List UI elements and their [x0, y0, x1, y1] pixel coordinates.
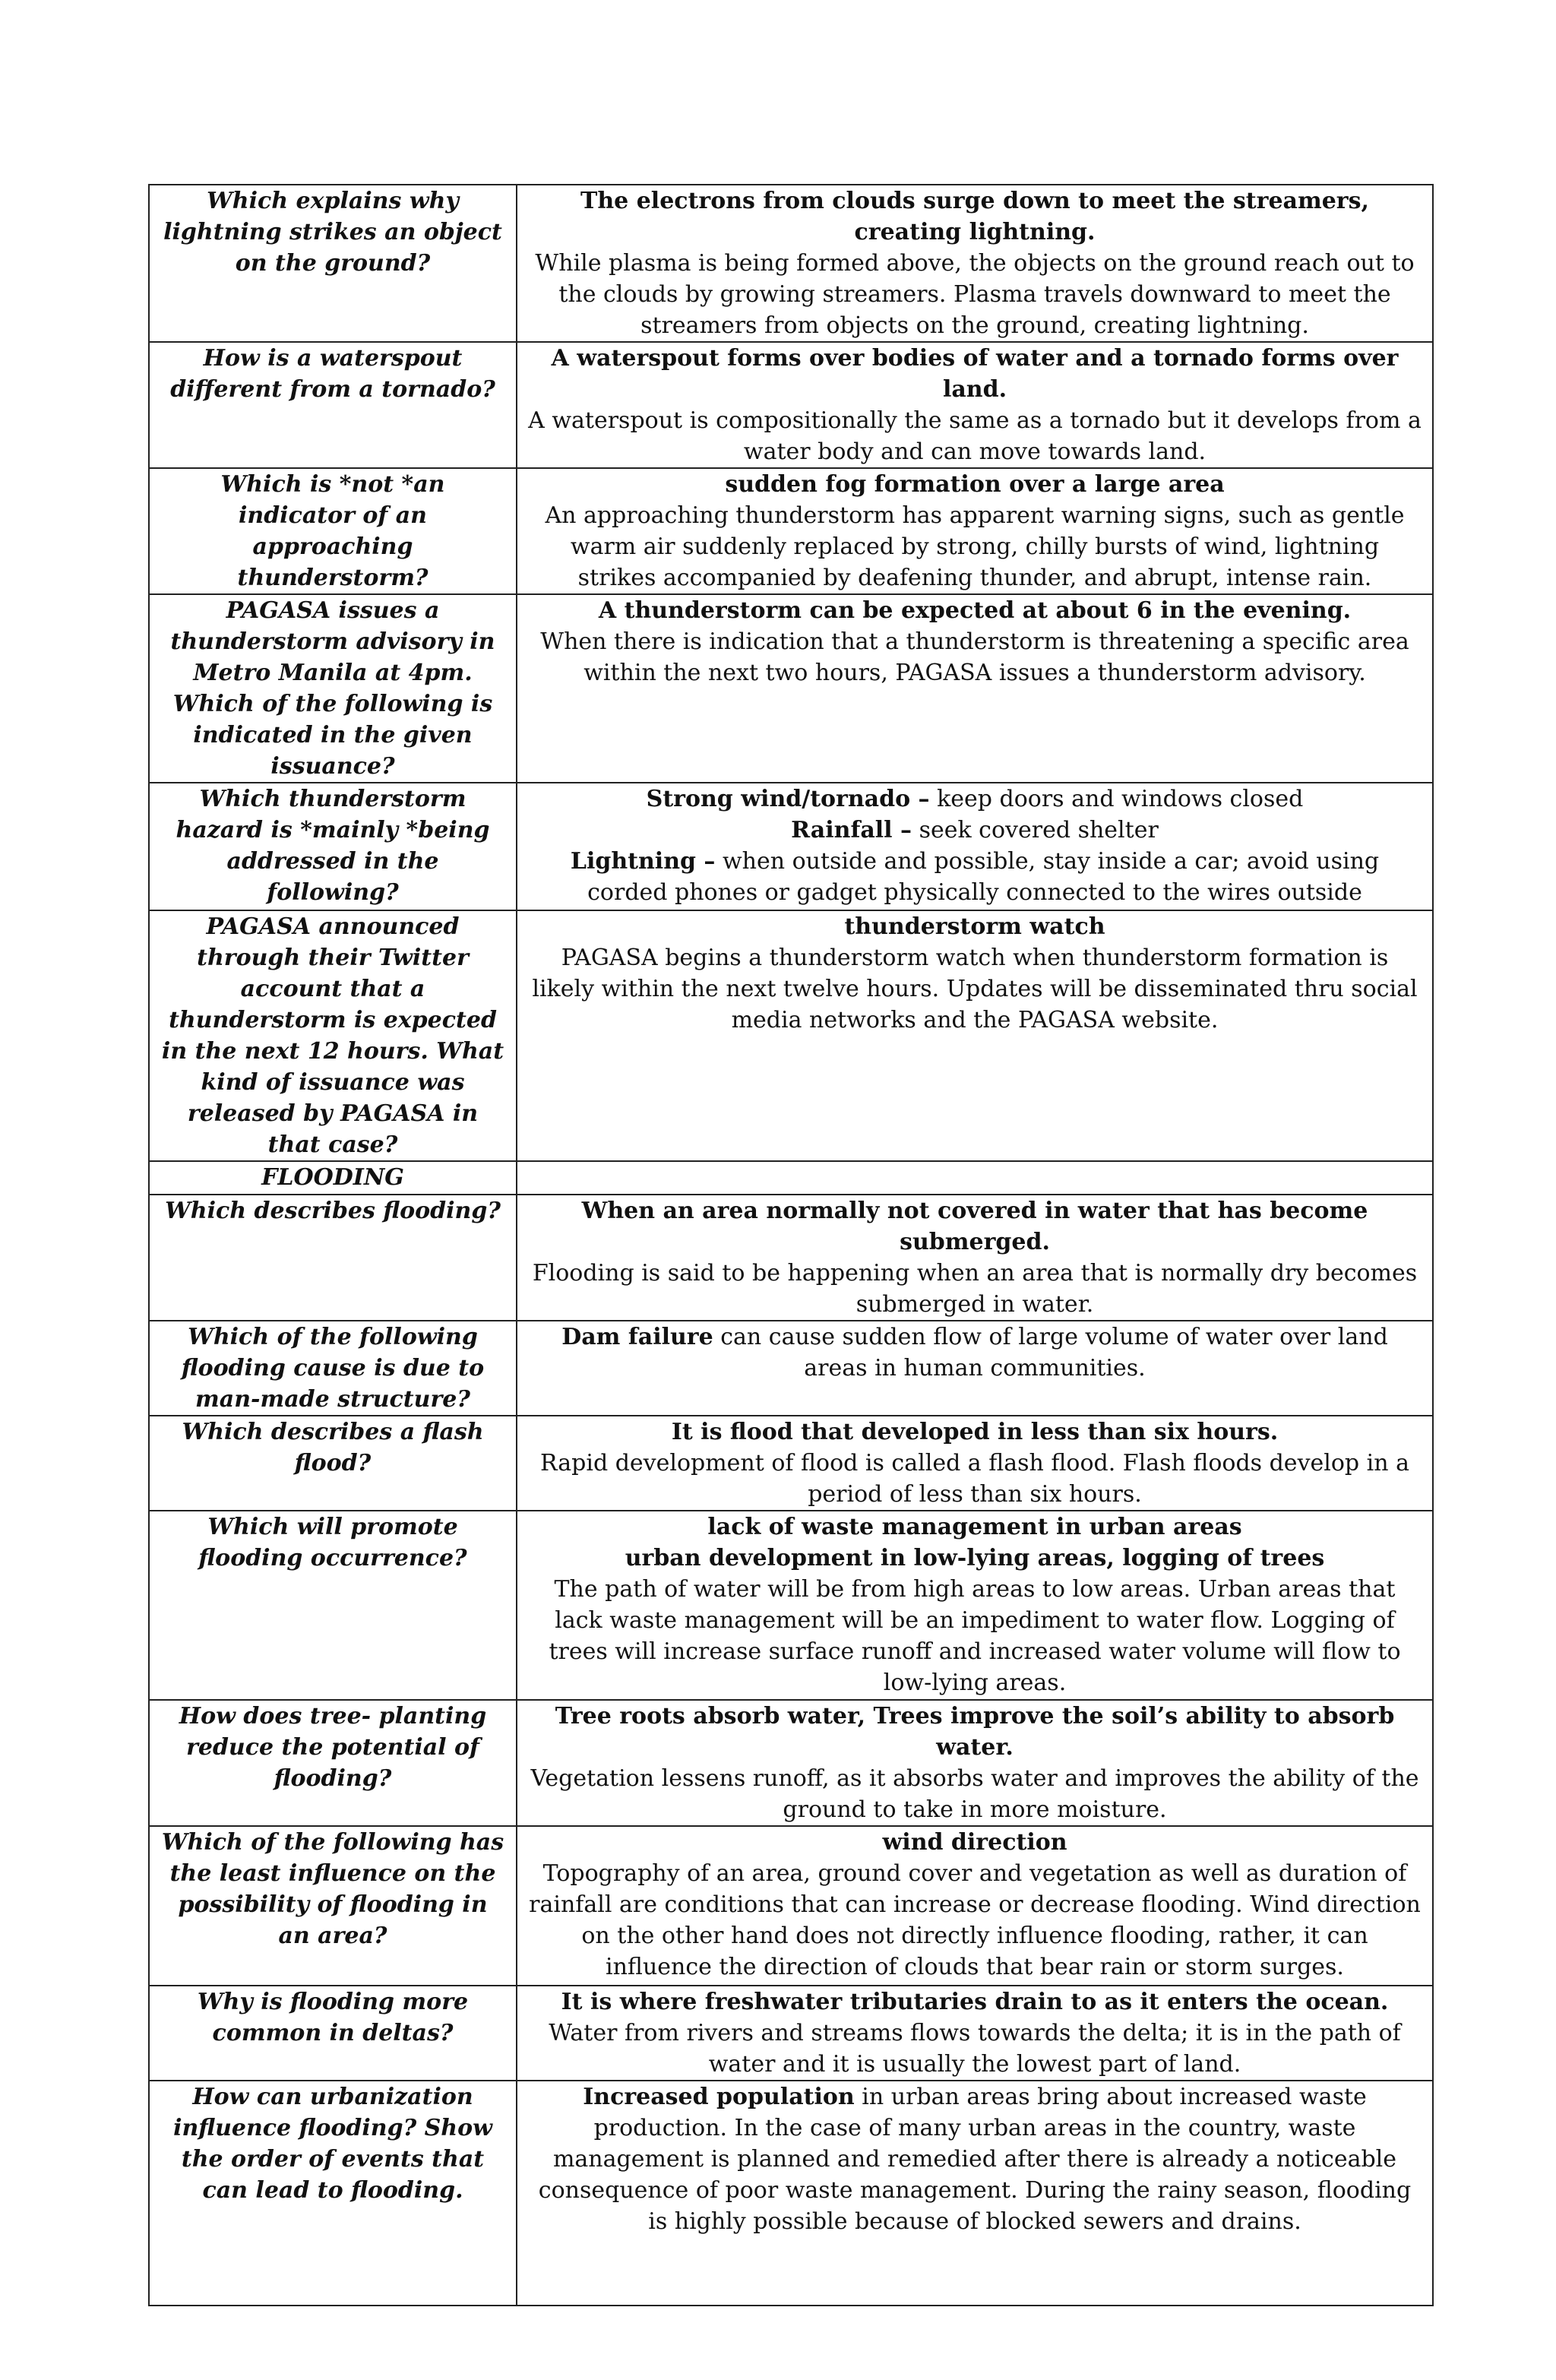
- table-row: [149, 1195, 1433, 1321]
- answer-text: [528, 2081, 1422, 2237]
- hazard-label: Rainfall –: [791, 817, 912, 843]
- question-cell: How does tree- planting reduce the potential of flooding?: [149, 1700, 517, 1826]
- question-cell: Which explains why lightning strikes an object on the ground?: [149, 185, 517, 342]
- explanation-text: Vegetation lessens runoff, as it absorbs water and improves the ability of the ground to take in more moisture.: [530, 1765, 1419, 1823]
- explanation-text: While plasma is being formed above, the objects on the ground reach out to the clouds by growing streamers. Plasma travels downward to meet the streamers from objects on the ground, creating lightning.: [535, 250, 1415, 339]
- qa-table: [148, 184, 1434, 2306]
- answer-cell: [517, 783, 1433, 910]
- answer-cell: [517, 1416, 1433, 1511]
- answer-text: wind direction: [882, 1829, 1067, 1856]
- question-cell: How is a waterspout different from a tornado?: [149, 342, 517, 468]
- hazard-line: [528, 815, 1422, 846]
- answer-cell: [517, 468, 1433, 594]
- table-row: [149, 1511, 1433, 1700]
- question-cell: Which of the following has the least influence on the possibility of flooding in an area?: [149, 1826, 517, 1986]
- hazard-line: [528, 846, 1422, 908]
- explanation-text: When there is indication that a thunderstorm is threatening a specific area within the next two hours, PAGASA issues a thunderstorm advisory.: [540, 628, 1409, 686]
- table-row: [149, 1700, 1433, 1826]
- question-cell: Which will promote flooding occurrence?: [149, 1511, 517, 1700]
- explanation-text: A waterspout is compositionally the same as a tornado but it develops from a water body and can move towards land.: [528, 407, 1422, 465]
- table-row: [149, 1826, 1433, 1986]
- table-row: [149, 342, 1433, 468]
- answer-cell: [517, 185, 1433, 342]
- answer-text: It is flood that developed in less than six hours.: [671, 1419, 1279, 1445]
- answer-cell: [517, 1700, 1433, 1826]
- answer-cell: [517, 594, 1433, 783]
- answer-text: It is where freshwater tributaries drain to as it enters the ocean.: [561, 1989, 1389, 2015]
- hazard-text: when outside and possible, stay inside a car; avoid using corded phones or gadget physically connected to the wires outside: [587, 848, 1380, 906]
- question-cell: Which describes a flash flood?: [149, 1416, 517, 1511]
- question-cell: Which thunderstorm hazard is *mainly *being addressed in the following?: [149, 783, 517, 910]
- answer-cell: [517, 910, 1433, 1161]
- question-cell: Which is *not *an indicator of an approaching thunderstorm?: [149, 468, 517, 594]
- hazard-line: [528, 783, 1422, 815]
- answer-text: [528, 1321, 1422, 1384]
- answer-rest: can cause sudden flow of large volume of water over land areas in human communities.: [713, 1324, 1388, 1381]
- question-cell: Why is flooding more common in deltas?: [149, 1986, 517, 2081]
- answer-text: Tree roots absorb water, Trees improve the soil’s ability to absorb water.: [555, 1703, 1395, 1761]
- answer-cell: [517, 1986, 1433, 2081]
- question-cell: PAGASA issues a thunderstorm advisory in Metro Manila at 4pm. Which of the following is indicated in the given issuance?: [149, 594, 517, 783]
- answer-text: When an area normally not covered in water that has become submerged.: [581, 1198, 1368, 1255]
- answer-text: The electrons from clouds surge down to meet the streamers, creating lightning.: [580, 188, 1369, 245]
- answer-cell: [517, 1826, 1433, 1986]
- question-cell: Which of the following flooding cause is due to man-made structure?: [149, 1321, 517, 1416]
- explanation-text: Rapid development of flood is called a flash flood. Flash floods develop in a period of less than six hours.: [540, 1450, 1409, 1508]
- answer-lead: Increased population: [583, 2084, 855, 2110]
- answer-cell: [517, 1321, 1433, 1416]
- answer-cell: [517, 2081, 1433, 2306]
- explanation-text: Water from rivers and streams flows towards the delta; it is in the path of water and it is usually the lowest part of land.: [549, 2020, 1401, 2078]
- table-row: [149, 185, 1433, 342]
- answer-text: thunderstorm watch: [844, 913, 1105, 940]
- answer-text: A thunderstorm can be expected at about 6 in the evening.: [598, 597, 1352, 624]
- answer-text: A waterspout forms over bodies of water and a tornado forms over land.: [551, 345, 1399, 403]
- answer-cell: [517, 342, 1433, 468]
- table-row: [149, 2081, 1433, 2306]
- hazard-text: seek covered shelter: [912, 817, 1159, 843]
- table-row: [149, 910, 1433, 1161]
- table-row: [149, 1416, 1433, 1511]
- answer-cell: [517, 1161, 1433, 1195]
- answer-lead: Dam failure: [561, 1324, 713, 1350]
- hazard-label: Lightning –: [570, 848, 716, 875]
- question-cell: PAGASA announced through their Twitter account that a thunderstorm is expected in the next 12 hours. What kind of issuance was released by PAGASA in that case?: [149, 910, 517, 1161]
- hazard-label: Strong wind/tornado –: [646, 786, 930, 812]
- section-heading: FLOODING: [149, 1161, 517, 1195]
- explanation-text: Flooding is said to be happening when an area that is normally dry becomes submerged in water.: [532, 1260, 1418, 1318]
- answer-rest: in urban areas bring about increased waste production. In the case of many urban areas in the country, waste management is planned and remedied after there is already a noticeable consequence of poor waste management. During the rainy season, flooding is highly possible because of blocked sewers and drains.: [538, 2084, 1412, 2235]
- explanation-text: The path of water will be from high areas to low areas. Urban areas that lack waste management will be an impediment to water flow. Logging of trees will increase surface runoff and increased water volume will flow to low-lying areas.: [549, 1576, 1401, 1696]
- explanation-text: An approaching thunderstorm has apparent warning signs, such as gentle warm air suddenly replaced by strong, chilly bursts of wind, lightning strikes accompanied by deafening thunder, and abrupt, intense rain.: [545, 502, 1405, 591]
- table-row: [149, 594, 1433, 783]
- table-row: [149, 468, 1433, 594]
- answer-text: sudden fog formation over a large area: [725, 471, 1225, 498]
- explanation-text: PAGASA begins a thunderstorm watch when thunderstorm formation is likely within the next twelve hours. Updates will be disseminated thru social media networks and the PAGASA website.: [532, 945, 1418, 1033]
- answer-text-2: urban development in low-lying areas, logging of trees: [625, 1545, 1325, 1571]
- question-cell: How can urbanization influence flooding? Show the order of events that can lead to flooding.: [149, 2081, 517, 2306]
- section-row: [149, 1161, 1433, 1195]
- table-row: [149, 1321, 1433, 1416]
- explanation-text: Topography of an area, ground cover and vegetation as well as duration of rainfall are conditions that can increase or decrease flooding. Wind direction on the other hand does not directly influence flooding, rather, it can influence the direction of clouds that bear rain or storm surges.: [529, 1860, 1421, 1980]
- table-row: [149, 783, 1433, 910]
- question-cell: Which describes flooding?: [149, 1195, 517, 1321]
- hazard-text: keep doors and windows closed: [929, 786, 1304, 812]
- table-row: [149, 1986, 1433, 2081]
- answer-cell: [517, 1511, 1433, 1700]
- answer-text: lack of waste management in urban areas: [707, 1514, 1242, 1540]
- answer-cell: [517, 1195, 1433, 1321]
